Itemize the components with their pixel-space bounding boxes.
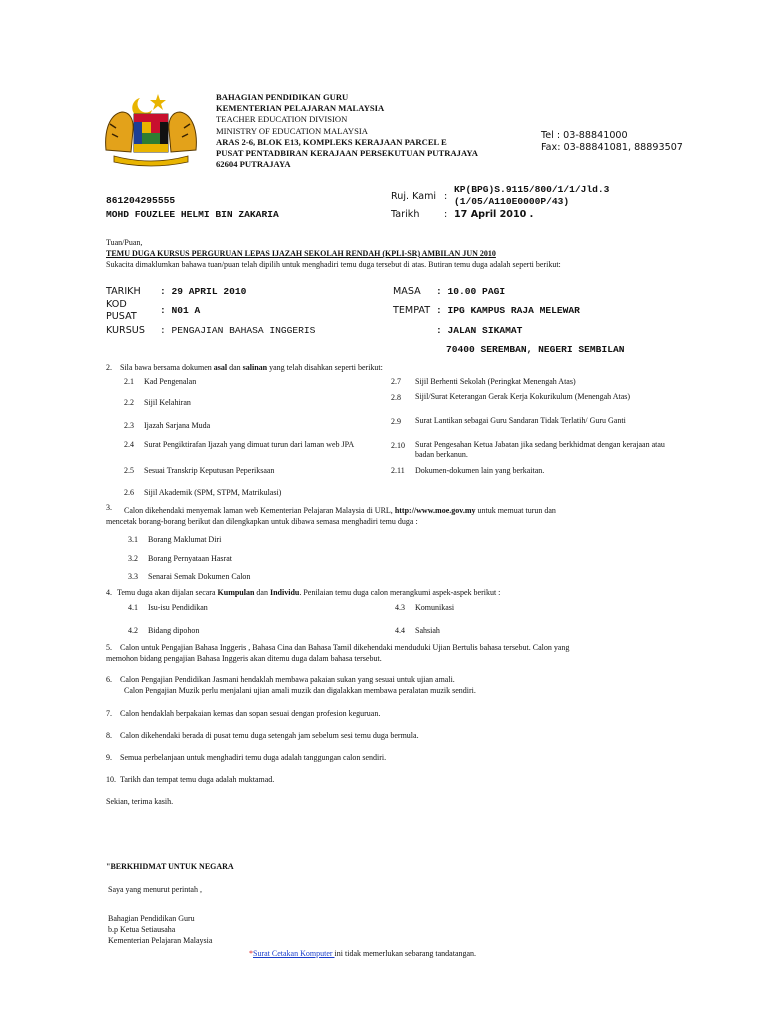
item-2 xyxy=(106,362,666,373)
list-num: 4.2 xyxy=(128,626,138,635)
list-num: 2.8 xyxy=(391,393,401,402)
list-item xyxy=(128,534,221,545)
list-text: Isu-isu Pendidikan xyxy=(148,603,208,612)
item-3-num: 3. xyxy=(106,503,112,512)
header-line: 62604 PUTRAJAYA xyxy=(216,159,291,170)
list-item xyxy=(124,397,191,408)
list-item xyxy=(124,465,274,476)
list-num: 2.7 xyxy=(391,377,401,386)
masa-value: : 10.00 PAGI xyxy=(436,286,506,297)
tarikh-value: 17 April 2010 . xyxy=(454,209,534,220)
kursus-value: : PENGAJIAN BAHASA INGGERIS xyxy=(160,325,316,336)
address-line-2: 70400 SEREMBAN, NEGERI SEMBILAN xyxy=(446,344,625,355)
item-8-text: Calon dikehendaki berada di pusat temu duga setengah jam sebelum sesi temu duga bermula. xyxy=(120,731,419,740)
item-6-num: 6. xyxy=(106,675,112,684)
list-text: Sijil/Surat Keterangan Gerak Kerja Kokurikulum (Menengah Atas) xyxy=(415,392,631,401)
item-3-text-b: untuk memuat turun dan xyxy=(475,506,556,515)
list-item xyxy=(391,416,665,427)
ruj-label: Ruj. Kami xyxy=(391,191,437,202)
list-item xyxy=(124,376,196,387)
list-num: 2.5 xyxy=(124,466,134,475)
header-line: MINISTRY OF EDUCATION MALAYSIA xyxy=(216,125,368,136)
sig-line-3: Kementerian Pelajaran Malaysia xyxy=(108,936,213,945)
item-6-line-1: Calon Pengajian Pendidikan Jasmani hendaklah membawa pakaian sukan yang sesuai untuk ujian amali. xyxy=(120,675,455,684)
list-item xyxy=(128,602,208,613)
item-4-num: 4. xyxy=(106,588,112,597)
header-line: TEACHER EDUCATION DIVISION xyxy=(216,114,348,125)
tempat-label: TEMPAT xyxy=(393,305,431,316)
list-num: 2.4 xyxy=(124,440,134,449)
item-2-text-b: asal xyxy=(213,363,228,372)
order-line: Saya yang menurut perintah , xyxy=(108,885,202,894)
salutation: Tuan/Puan, xyxy=(106,238,143,247)
list-num: 3.1 xyxy=(128,535,138,544)
list-num: 2.6 xyxy=(124,488,134,497)
list-text: Borang Pernyataan Hasrat xyxy=(148,554,232,563)
ruj-value-2: (1/05/A110E0000P/43) xyxy=(454,195,570,207)
item-4 xyxy=(106,587,686,598)
intro: Sukacita dimaklumkan bahawa tuan/puan telah dipilih untuk menghadiri temu duga tersebut di atas. Butiran temu duga adalah seperti berikut: xyxy=(106,260,561,269)
item-4-text-c: dan xyxy=(254,588,270,597)
list-text: Surat Pengiktirafan Ijazah yang dimuat turun dari laman web JPA xyxy=(144,439,355,449)
header-line: KEMENTERIAN PELAJARAN MALAYSIA xyxy=(216,103,385,114)
list-text: Surat Lantikan sebagai Guru Sandaran Tidak Terlatih/ Guru Ganti xyxy=(415,416,626,425)
tempat-value: : IPG KAMPUS RAJA MELEWAR xyxy=(436,305,580,316)
list-item xyxy=(391,392,665,403)
list-text: Komunikasi xyxy=(415,603,455,612)
item-5-num: 5. xyxy=(106,643,112,652)
sig-line-2: b.p Ketua Setiausaha xyxy=(108,925,176,934)
item-2-left-list xyxy=(124,376,389,501)
item-2-text-e: yang telah disahkan seperti berikut: xyxy=(267,363,383,372)
item-2-text-a: Sila bawa bersama dokumen xyxy=(120,363,214,372)
contact-info xyxy=(541,130,683,154)
closing-thanks: Sekian, terima kasih. xyxy=(106,797,174,806)
list-text: Sijil Berhenti Sekolah (Peringkat Menengah Atas) xyxy=(415,377,576,386)
footer-text: ini tidak memerlukan sebarang tandatangan. xyxy=(334,949,477,958)
list-num: 2.11 xyxy=(391,466,405,475)
tarikh-detail-value: : 29 APRIL 2010 xyxy=(160,286,247,297)
list-text: Ijazah Sarjana Muda xyxy=(144,421,211,430)
item-10 xyxy=(106,774,274,785)
list-text: Dokumen-dokumen lain yang berkaitan. xyxy=(415,466,545,475)
list-num: 4.1 xyxy=(128,603,138,612)
footer-asterisk: * xyxy=(249,949,253,958)
item-9-num: 9. xyxy=(106,753,112,762)
item-4-text-b: Kumpulan xyxy=(217,588,255,597)
coat-of-arms-logo xyxy=(100,90,202,168)
item-8-num: 8. xyxy=(106,731,112,740)
header-line: BAHAGIAN PENDIDIKAN GURU xyxy=(216,92,349,102)
list-item xyxy=(128,625,199,636)
item-9-text: Semua perbelanjaan untuk menghadiri temu duga adalah tanggungan calon sendiri. xyxy=(120,753,387,762)
list-item xyxy=(124,487,281,498)
tarikh-detail-label: TARIKH xyxy=(106,286,141,297)
list-text: Kad Pengenalan xyxy=(144,377,197,386)
tarikh-colon: : xyxy=(444,209,448,220)
footer-note xyxy=(249,948,476,959)
kursus-label: KURSUS xyxy=(106,325,145,336)
recipient xyxy=(106,194,279,221)
list-num: 2.10 xyxy=(391,441,405,450)
item-2-text-d: salinan xyxy=(242,363,268,372)
list-num: 2.1 xyxy=(124,377,134,386)
list-num: 4.3 xyxy=(395,603,405,612)
address-line-1: : JALAN SIKAMAT xyxy=(436,325,523,336)
item-6-line-2: Calon Pengajian Muzik perlu menjalani ujian amali muzik dan digalakkan membawa peralatan muzik sendiri. xyxy=(124,686,476,695)
kod-value: : N01 A xyxy=(160,305,201,316)
list-num: 3.3 xyxy=(128,572,138,581)
list-item xyxy=(391,440,665,460)
list-text: Borang Maklumat Diri xyxy=(148,535,222,544)
list-num: 3.2 xyxy=(128,554,138,563)
list-num: 2.9 xyxy=(391,417,401,426)
item-8 xyxy=(106,730,419,741)
item-3-url[interactable]: http://www.moe.gov.my xyxy=(394,506,476,515)
item-9 xyxy=(106,752,386,763)
reference-block xyxy=(391,184,681,224)
item-6 xyxy=(106,674,706,696)
item-3-text-c: mencetak borang-borang berikut dan dilengkapkan untuk dibawa semasa menghadiri temu duga : xyxy=(106,517,418,526)
recipient-name: MOHD FOUZLEE HELMI BIN ZAKARIA xyxy=(106,208,279,220)
subject: TEMU DUGA KURSUS PERGURUAN LEPAS IJAZAH SEKOLAH RENDAH (KPLI-SR) AMBILAN JUN 2010 xyxy=(106,249,496,258)
list-item xyxy=(395,625,440,636)
item-10-num: 10. xyxy=(106,775,116,784)
list-text: Senarai Semak Dokumen Calon xyxy=(148,572,251,581)
footer-link[interactable]: Surat Cetakan Komputer xyxy=(253,949,335,958)
item-3-text xyxy=(106,505,684,527)
list-text: Sahsiah xyxy=(415,626,440,635)
item-5 xyxy=(106,642,706,664)
list-num: 2.2 xyxy=(124,398,134,407)
list-text: Sijil Akademik (SPM, STPM, Matrikulasi) xyxy=(144,488,282,497)
list-num: 4.4 xyxy=(395,626,405,635)
item-4-text-a: Temu duga akan dijalan secara xyxy=(117,588,218,597)
item-7-num: 7. xyxy=(106,709,112,718)
list-text: Surat Pengesahan Ketua Jabatan jika sedang berkhidmat dengan kerajaan atau badan berkanun. xyxy=(415,440,665,459)
list-text: Sesuai Transkrip Keputusan Peperiksaan xyxy=(144,466,275,475)
sig-line-1: Bahagian Pendidikan Guru xyxy=(108,914,195,923)
item-3-text-a: Calon dikehendaki menyemak laman web Kementerian Pelajaran Malaysia di URL, xyxy=(124,506,395,515)
item-2-num: 2. xyxy=(106,363,112,372)
list-item xyxy=(124,420,210,431)
item-4-text-d: Individu xyxy=(269,588,300,597)
item-3-list xyxy=(128,534,328,584)
list-item xyxy=(128,571,250,582)
interview-details xyxy=(106,283,666,358)
fax: Fax: 03-88841081, 88893507 xyxy=(541,142,683,153)
list-item xyxy=(128,553,232,564)
item-7-text: Calon hendaklah berpakaian kemas dan sopan sesuai dengan profesion keguruan. xyxy=(120,709,381,718)
item-4-list xyxy=(128,602,528,638)
list-item xyxy=(391,376,576,387)
motto: "BERKHIDMAT UNTUK NEGARA xyxy=(106,862,234,871)
item-7 xyxy=(106,708,380,719)
masa-label: MASA xyxy=(393,286,421,297)
item-10-text: Tarikh dan tempat temu duga adalah muktamad. xyxy=(120,775,275,784)
list-item xyxy=(395,602,454,613)
signature-block xyxy=(108,913,212,946)
recipient-id: 861204295555 xyxy=(106,195,176,206)
item-2-right-list xyxy=(391,376,666,481)
item-4-text-e: . Penilaian temu duga calon merangkumi aspek-aspek berikut : xyxy=(299,588,501,597)
ruj-value-1: KP(BPG)S.9115/800/1/1/Jld.3 xyxy=(454,184,610,195)
ruj-colon: : xyxy=(444,191,448,202)
list-num: 2.3 xyxy=(124,421,134,430)
header-line: PUSAT PENTADBIRAN KERAJAAN PERSEKUTUAN PUTRAJAYA xyxy=(216,148,478,159)
item-5-line-1: Calon untuk Pengajian Bahasa Inggeris , Bahasa Cina dan Bahasa Tamil dikehendaki menduduki Ujian Bertulis bahasa tersebut. Calon yang xyxy=(120,643,570,652)
letterhead xyxy=(216,92,478,170)
kod-label-2: PUSAT xyxy=(106,311,137,322)
list-item xyxy=(124,439,380,450)
item-5-line-2: memohon bidang pengajian Bahasa Inggeris akan ditemu duga dalam bahasa tersebut. xyxy=(106,654,382,663)
header-line: ARAS 2-6, BLOK E13, KOMPLEKS KERAJAAN PARCEL E xyxy=(216,136,447,147)
list-text: Bidang dipohon xyxy=(148,626,200,635)
item-2-text-c: dan xyxy=(227,363,243,372)
list-item xyxy=(391,465,544,476)
tarikh-label: Tarikh xyxy=(391,209,420,220)
list-text: Sijil Kelahiran xyxy=(144,398,191,407)
kod-label-1: KOD xyxy=(106,299,127,310)
tel: Tel : 03-88841000 xyxy=(541,130,628,141)
